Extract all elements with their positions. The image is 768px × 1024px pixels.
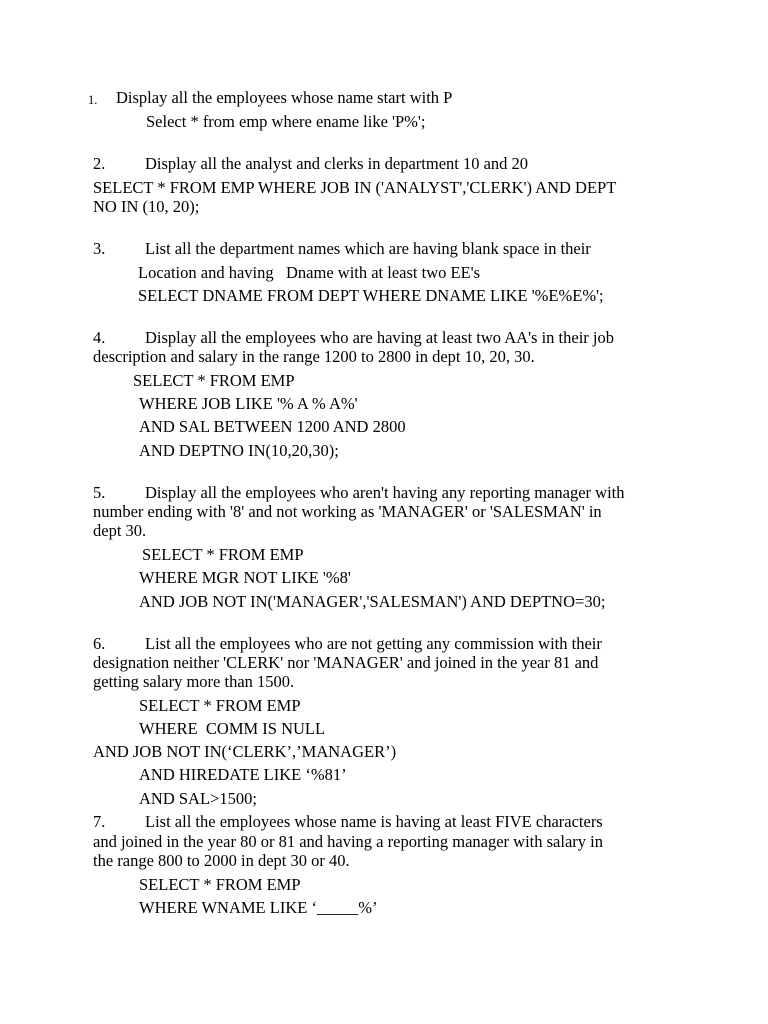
q4-sql-line: AND DEPTNO IN(10,20,30); <box>139 441 339 460</box>
q2-text: Display all the analyst and clerks in department 10 and 20 <box>145 154 529 173</box>
q4-sql-line: SELECT * FROM EMP <box>133 371 295 390</box>
q3-text-cont: Location and having Dname with at least two EE's <box>138 263 481 282</box>
q7-sql-line: WHERE WNAME LIKE ‘_____%’ <box>139 898 378 917</box>
q5-sql-line: AND JOB NOT IN('MANAGER','SALESMAN') AND DEPTNO=30; <box>139 592 606 611</box>
q5-sql-line: SELECT * FROM EMP <box>142 545 304 564</box>
q6-sql-line: AND JOB NOT IN(‘CLERK’,’MANAGER’) <box>93 742 397 761</box>
q4-sql-line: AND SAL BETWEEN 1200 AND 2800 <box>139 417 406 436</box>
q7-sql-line: SELECT * FROM EMP <box>139 875 301 894</box>
q1-sql-line: Select * from emp where ename like 'P%'; <box>146 112 426 131</box>
q2-sql-line: SELECT * FROM EMP WHERE JOB IN ('ANALYST','CLERK') AND DEPT <box>93 178 617 197</box>
q6-sql-line: WHERE COMM IS NULL <box>139 719 326 738</box>
q7-text-cont: and joined in the year 80 or 81 and having a reporting manager with salary in <box>93 832 603 851</box>
q6-text: List all the employees who are not getting any commission with their <box>145 634 602 653</box>
q5-text-cont: number ending with '8' and not working as 'MANAGER' or 'SALESMAN' in <box>93 502 602 521</box>
q2-sql-line: NO IN (10, 20); <box>93 197 200 216</box>
q7-text-cont: the range 800 to 2000 in dept 30 or 40. <box>93 851 350 870</box>
q4-text-cont: description and salary in the range 1200 to 2800 in dept 10, 20, 30. <box>93 347 535 366</box>
q4-number: 4. <box>93 328 106 347</box>
q5-text-cont: dept 30. <box>93 521 147 540</box>
q4-text: Display all the employees who are having at least two AA's in their job <box>145 328 614 347</box>
q7-text: List all the employees whose name is having at least FIVE characters <box>145 812 603 831</box>
q5-number: 5. <box>93 483 106 502</box>
q6-number: 6. <box>93 634 106 653</box>
q6-sql-line: SELECT * FROM EMP <box>139 696 301 715</box>
q3-text: List all the department names which are having blank space in their <box>145 239 591 258</box>
q5-text: Display all the employees who aren't having any reporting manager with <box>145 483 625 502</box>
q7-number: 7. <box>93 812 106 831</box>
q5-sql-line: WHERE MGR NOT LIKE '%8' <box>139 568 351 587</box>
q4-sql-line: WHERE JOB LIKE '% A % A%' <box>139 394 358 413</box>
q6-sql-line: AND SAL>1500; <box>139 789 257 808</box>
q2-number: 2. <box>93 154 106 173</box>
q1-text: Display all the employees whose name start with P <box>116 88 453 107</box>
q1-number: 1. <box>88 93 98 107</box>
q3-number: 3. <box>93 239 106 258</box>
q6-text-cont: getting salary more than 1500. <box>93 672 295 691</box>
q6-text-cont: designation neither 'CLERK' nor 'MANAGER' and joined in the year 81 and <box>93 653 599 672</box>
q6-sql-line: AND HIREDATE LIKE ‘%81’ <box>139 765 347 784</box>
q3-sql-line: SELECT DNAME FROM DEPT WHERE DNAME LIKE '%E%E%'; <box>138 286 604 305</box>
